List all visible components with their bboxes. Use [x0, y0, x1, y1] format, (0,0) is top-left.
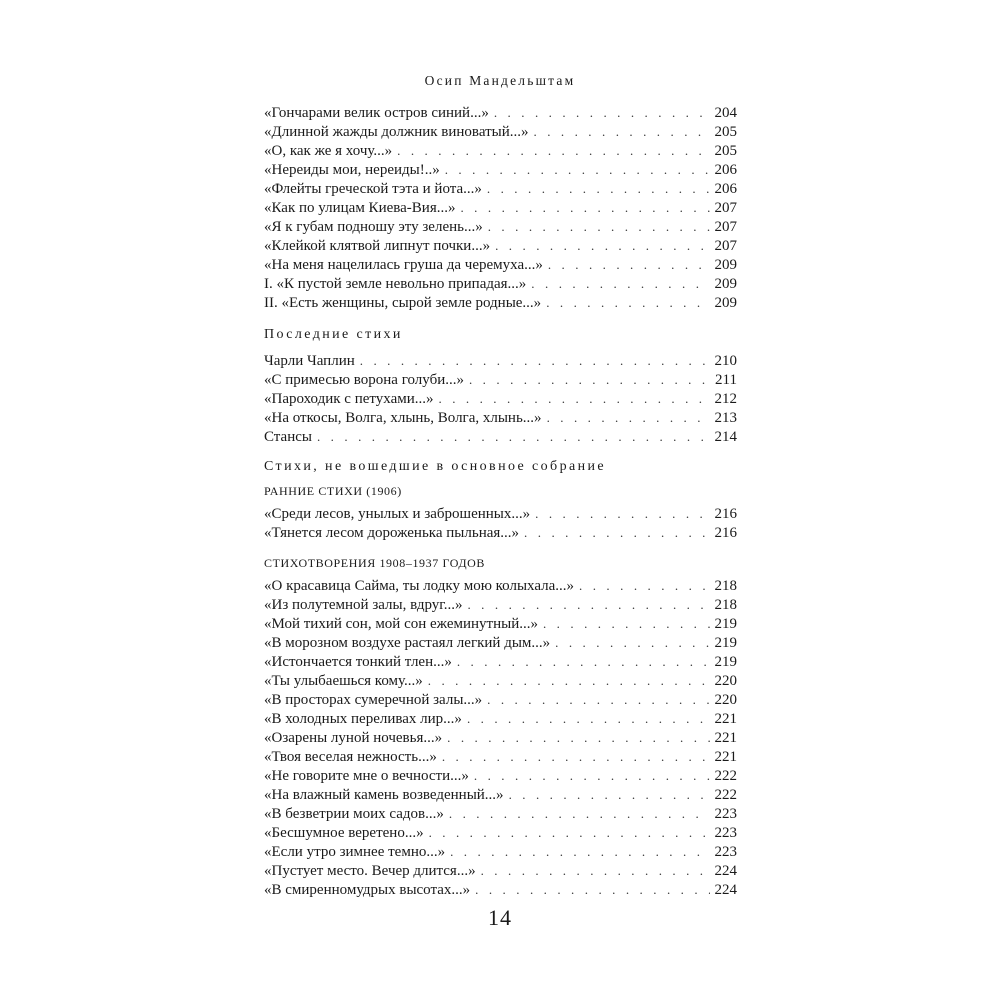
- entry-title: «На откосы, Волга, хлынь, Волга, хлынь...»: [264, 410, 542, 426]
- dot-leader: [442, 747, 710, 766]
- entry-page-number: 218: [714, 578, 737, 594]
- entry-title: «Тянется лесом дороженька пыльная...»: [264, 525, 520, 541]
- toc-entry: [264, 804, 737, 823]
- dot-leader: [534, 122, 710, 141]
- entry-page-number: 220: [714, 692, 737, 708]
- subsection-heading-early-poems: РАННИЕ СТИХИ (1906): [264, 484, 402, 498]
- entry-page-number: 222: [714, 768, 737, 784]
- toc-entry: [264, 652, 737, 671]
- entry-title: «Озарены луной ночевья...»: [264, 730, 443, 746]
- dot-leader: [457, 652, 710, 671]
- toc-entry: [264, 671, 737, 690]
- entry-title: «О, как же я хочу...»: [264, 143, 393, 159]
- toc-entry: [264, 880, 737, 899]
- entry-title: «Я к губам подношу эту зелень...»: [264, 219, 483, 235]
- entry-page-number: 207: [714, 200, 737, 216]
- entry-title: Чарли Чаплин: [264, 353, 355, 369]
- toc-entry: [264, 523, 737, 542]
- toc-entry: [264, 255, 737, 274]
- toc-entry: [264, 576, 737, 595]
- entry-page-number: 214: [714, 429, 737, 445]
- entry-title: «В просторах сумеречной залы...»: [264, 692, 483, 708]
- entry-title: «В морозном воздухе растаял легкий дым...»: [264, 635, 551, 651]
- entry-page-number: 204: [714, 105, 737, 121]
- entry-page-number: 220: [714, 673, 737, 689]
- dot-leader: [548, 255, 710, 274]
- entry-title: «Истончается тонкий тлен...»: [264, 654, 452, 670]
- section-heading-uncollected: Стихи, не вошедшие в основное собрание: [264, 459, 606, 474]
- entry-title: «Среди лесов, унылых и заброшенных...»: [264, 506, 531, 522]
- toc-entry: [264, 141, 737, 160]
- entry-title: «Гончарами велик остров синий...»: [264, 105, 489, 121]
- entry-page-number: 219: [714, 635, 737, 651]
- dot-leader: [467, 709, 710, 728]
- entry-title: «На меня нацелилась груша да черемуха...»: [264, 257, 543, 273]
- dot-leader: [447, 728, 709, 747]
- page-number: 14: [488, 905, 512, 930]
- dot-leader: [547, 408, 710, 427]
- entry-page-number: 210: [714, 353, 737, 369]
- entry-page-number: 218: [714, 597, 737, 613]
- toc-group-poems-1908-1937: [264, 576, 737, 899]
- entry-page-number: 221: [714, 711, 737, 727]
- entry-title: «Пустует место. Вечер длится...»: [264, 863, 476, 879]
- entry-title: «На влажный камень возведенный...»: [264, 787, 504, 803]
- toc-entry: [264, 408, 737, 427]
- entry-title: «В безветрии моих садов...»: [264, 806, 444, 822]
- entry-title: «Если утро зимнее темно...»: [264, 844, 446, 860]
- entry-title: «В смиренномудрых высотах...»: [264, 882, 471, 898]
- entry-page-number: 209: [714, 257, 737, 273]
- dot-leader: [509, 785, 710, 804]
- entry-page-number: 216: [714, 506, 737, 522]
- dot-leader: [428, 671, 710, 690]
- toc-entry: [264, 633, 737, 652]
- entry-page-number: 224: [714, 863, 737, 879]
- entry-page-number: 206: [714, 181, 737, 197]
- dot-leader: [449, 804, 710, 823]
- entry-title: «Флейты греческой тэта и йота...»: [264, 181, 482, 197]
- entry-title: «Как по улицам Киева-Вия...»: [264, 200, 456, 216]
- dot-leader: [531, 274, 709, 293]
- toc-group-last-poems: [264, 351, 737, 446]
- toc-entry: [264, 595, 737, 614]
- entry-title: II. «Есть женщины, сырой земле родные...»: [264, 295, 542, 311]
- entry-page-number: 212: [714, 391, 737, 407]
- toc-entry: [264, 861, 737, 880]
- dot-leader: [429, 823, 710, 842]
- table-of-contents: [264, 103, 737, 899]
- toc-entry: [264, 842, 737, 861]
- toc-entry: [264, 370, 737, 389]
- entry-title: I. «К пустой земле невольно припадая...»: [264, 276, 527, 292]
- entry-title: «О красавица Сайма, ты лодку мою колыхала...»: [264, 578, 575, 594]
- dot-leader: [495, 236, 709, 255]
- dot-leader: [469, 370, 710, 389]
- entry-page-number: 211: [715, 372, 737, 388]
- dot-leader: [397, 141, 709, 160]
- entry-title: «Бесшумное веретено...»: [264, 825, 424, 841]
- entry-title: «Из полутемной залы, вдруг...»: [264, 597, 463, 613]
- entry-page-number: 221: [714, 749, 737, 765]
- entry-page-number: 219: [714, 616, 737, 632]
- entry-page-number: 209: [714, 276, 737, 292]
- toc-entry: [264, 614, 737, 633]
- toc-entry: [264, 274, 737, 293]
- toc-entry: [264, 709, 737, 728]
- dot-leader: [474, 766, 710, 785]
- toc-entry: [264, 728, 737, 747]
- entry-title: «Твоя веселая нежность...»: [264, 749, 437, 765]
- entry-title: «Длинной жажды должник виноватый...»: [264, 124, 529, 140]
- entry-page-number: 207: [714, 219, 737, 235]
- entry-title: Стансы: [264, 429, 312, 445]
- entry-page-number: 216: [714, 525, 737, 541]
- entry-title: «Нереиды мои, нереиды!..»: [264, 162, 440, 178]
- entry-page-number: 205: [714, 124, 737, 140]
- entry-title: «Мой тихий сон, мой сон ежеминутный...»: [264, 616, 538, 632]
- entry-page-number: 206: [714, 162, 737, 178]
- entry-page-number: 213: [714, 410, 737, 426]
- toc-entry: [264, 427, 737, 446]
- toc-entry: [264, 504, 737, 523]
- running-head: Осип Мандельштам: [424, 73, 576, 88]
- dot-leader: [317, 427, 710, 446]
- entry-title: «Пароходик с петухами...»: [264, 391, 434, 407]
- dot-leader: [543, 614, 710, 633]
- toc-entry: [264, 103, 737, 122]
- dot-leader: [487, 179, 710, 198]
- toc-entry: [264, 766, 737, 785]
- dot-leader: [546, 293, 709, 312]
- toc-group-top: [264, 103, 737, 312]
- toc-entry: [264, 785, 737, 804]
- toc-entry: [264, 236, 737, 255]
- entry-title: «Не говорите мне о вечности...»: [264, 768, 469, 784]
- entry-page-number: 224: [714, 882, 737, 898]
- dot-leader: [475, 880, 709, 899]
- toc-entry: [264, 293, 737, 312]
- toc-entry: [264, 217, 737, 236]
- dot-leader: [445, 160, 710, 179]
- dot-leader: [494, 103, 710, 122]
- dot-leader: [555, 633, 709, 652]
- dot-leader: [524, 523, 709, 542]
- toc-entry: [264, 122, 737, 141]
- dot-leader: [481, 861, 710, 880]
- entry-page-number: 221: [714, 730, 737, 746]
- entry-title: «В холодных переливах лир...»: [264, 711, 462, 727]
- entry-page-number: 205: [714, 143, 737, 159]
- entry-page-number: 209: [714, 295, 737, 311]
- entry-title: «Ты улыбаешься кому...»: [264, 673, 423, 689]
- dot-leader: [460, 198, 709, 217]
- toc-entry: [264, 179, 737, 198]
- entry-title: «С примесью ворона голуби...»: [264, 372, 464, 388]
- dot-leader: [579, 576, 709, 595]
- entry-page-number: 219: [714, 654, 737, 670]
- dot-leader: [467, 595, 709, 614]
- toc-entry: [264, 823, 737, 842]
- subsection-heading-poems-1908-1937: СТИХОТВОРЕНИЯ 1908–1937 ГОДОВ: [264, 556, 486, 570]
- entry-page-number: 223: [714, 806, 737, 822]
- toc-entry: [264, 690, 737, 709]
- toc-entry: [264, 160, 737, 179]
- dot-leader: [450, 842, 709, 861]
- entry-page-number: 223: [714, 825, 737, 841]
- entry-page-number: 207: [714, 238, 737, 254]
- dot-leader: [487, 690, 709, 709]
- entry-title: «Клейкой клятвой липнут почки...»: [264, 238, 491, 254]
- toc-entry: [264, 389, 737, 408]
- toc-group-early-poems: [264, 504, 737, 542]
- toc-entry: [264, 351, 737, 370]
- dot-leader: [360, 351, 710, 370]
- entry-page-number: 223: [714, 844, 737, 860]
- toc-entry: [264, 747, 737, 766]
- dot-leader: [535, 504, 709, 523]
- toc-entry: [264, 198, 737, 217]
- section-heading-last-poems: Последние стихи: [264, 327, 403, 342]
- dot-leader: [439, 389, 710, 408]
- dot-leader: [488, 217, 710, 236]
- entry-page-number: 222: [714, 787, 737, 803]
